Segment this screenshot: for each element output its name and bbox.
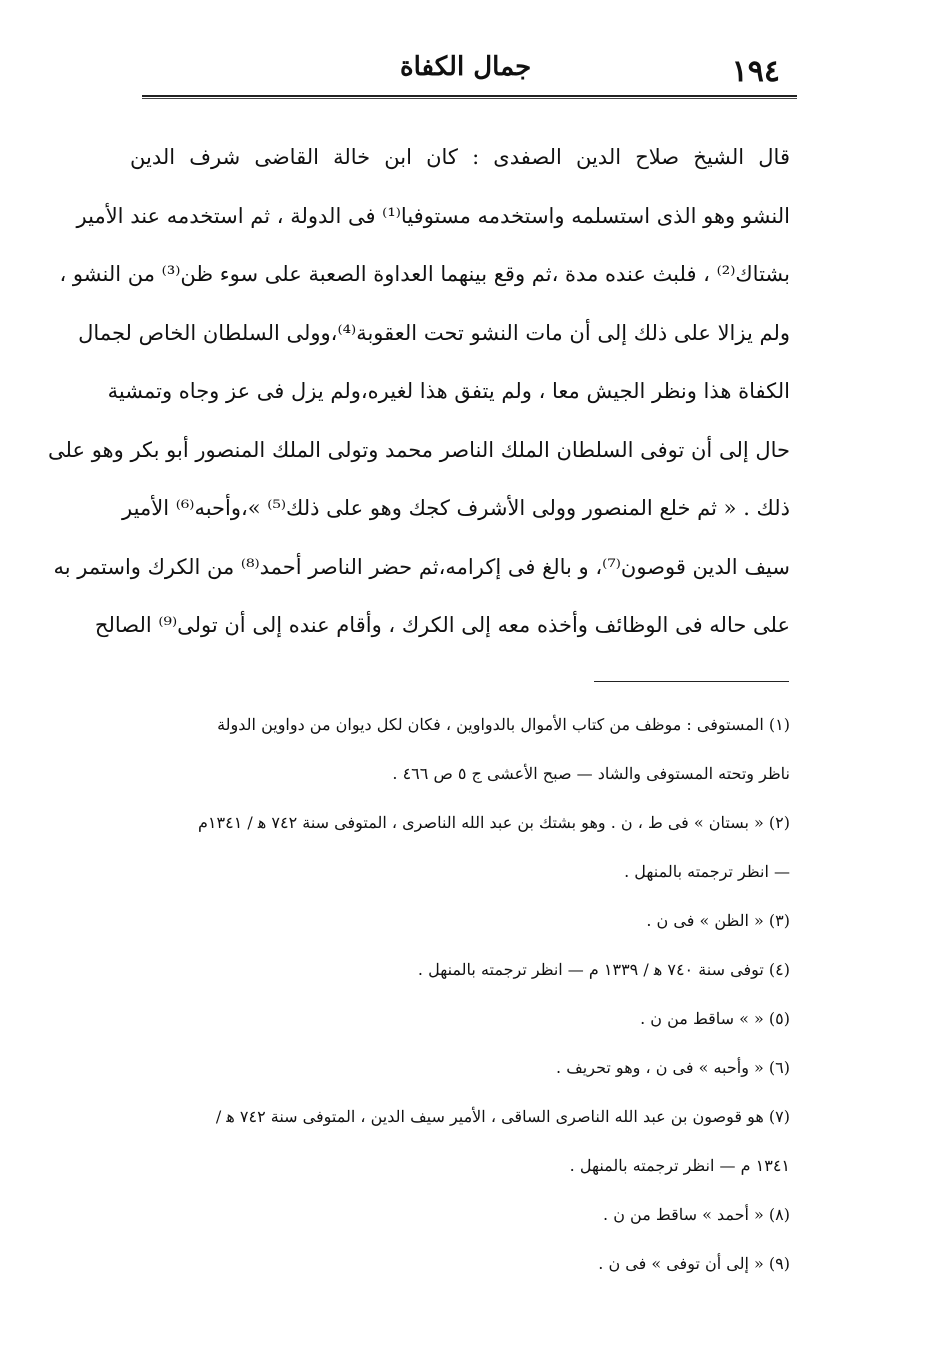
main-text [48, 128, 790, 655]
footnote-5: (٥) « » ساقط من ن . [640, 1009, 790, 1028]
footnote-3: (٣) « الظن » فى ن . [646, 911, 790, 930]
footnote-1: (١) المستوفى : موظف من كتاب الأموال بالدواوين ، فكان لكل ديوان من دواوين الدولة [217, 715, 790, 734]
text-line: قال الشيخ صلاح الدين الصفدى : كان ابن خالة القاضى شرف الدين [130, 145, 790, 169]
running-title: جمال الكفاة [400, 52, 532, 82]
text-line: على حاله فى الوظائف وأخذه معه إلى الكرك ، وأقام عنده إلى أن تولى⁽⁹⁾ الصالح [94, 613, 790, 637]
text-line: الكفاة هذا ونظر الجيش معا ، ولم يتفق هذا لغيره،ولم يزل فى عز وجاه وتمشية [107, 379, 790, 403]
footnote-7-continued: ١٣٤١ م — انظر ترجمته بالمنهل . [569, 1156, 790, 1175]
footnote-rule [594, 681, 789, 682]
footnotes [125, 700, 790, 1288]
page-number: ١٩٤ [731, 54, 780, 89]
footnote-2: (٢) « بستان » فى ط ، ن . وهو بشتك بن عبد الله الناصرى ، المتوفى سنة ٧٤٢ ﻫ / ١٣٤١م [198, 813, 790, 832]
footnote-4: (٤) توفى سنة ٧٤٠ ﻫ / ١٣٣٩ م — انظر ترجمته بالمنهل . [417, 960, 790, 979]
footnote-9: (٩) « إلى أن توفى » فى ن . [598, 1254, 790, 1273]
text-line: سيف الدين قوصون⁽⁷⁾، و بالغ فى إكرامه،ثم حضر الناصر أحمد⁽⁸⁾ من الكرك واستمر به [53, 554, 790, 579]
text-line: حال إلى أن توفى السلطان الملك الناصر محمد وتولى الملك المنصور أبو بكر وهو على [48, 437, 790, 462]
text-line: بشتاك⁽²⁾ ، فلبث عنده مدة ،ثم وقع بينهما العداوة الصعبة على سوء ظن⁽³⁾ من النشو ، [59, 262, 790, 286]
page-header [140, 48, 800, 92]
text-line: ولم يزالا على ذلك إلى أن مات النشو تحت العقوبة⁽⁴⁾،وولى السلطان الخاص لجمال [78, 320, 790, 345]
text-line: ذلك . « ثم خلع المنصور وولى الأشرف كجك وهو على ذلك⁽⁵⁾ »،وأحبه⁽⁶⁾ الأمير [122, 496, 790, 520]
footnote-6: (٦) « وأحبه » فى ن ، وهو تحريف . [556, 1058, 790, 1077]
footnote-7: (٧) هو قوصون بن عبد الله الناصرى الساقى ، الأمير سيف الدين ، المتوفى سنة ٧٤٢ ﻫ / [215, 1107, 790, 1126]
footnote-2-continued: — انظر ترجمته بالمنهل . [624, 862, 790, 881]
header-rule [142, 95, 797, 99]
text-line: النشو وهو الذى استسلمه واستخدمه مستوفيا⁽¹⁾ فى الدولة ، ثم استخدمه عند الأمير [76, 203, 790, 228]
footnote-8: (٨) « أحمد » ساقط من ن . [603, 1205, 790, 1224]
footnote-1-continued: ناظر وتحته المستوفى والشاد — صبح الأعشى ج ٥ ص ٤٦٦ . [392, 764, 790, 783]
